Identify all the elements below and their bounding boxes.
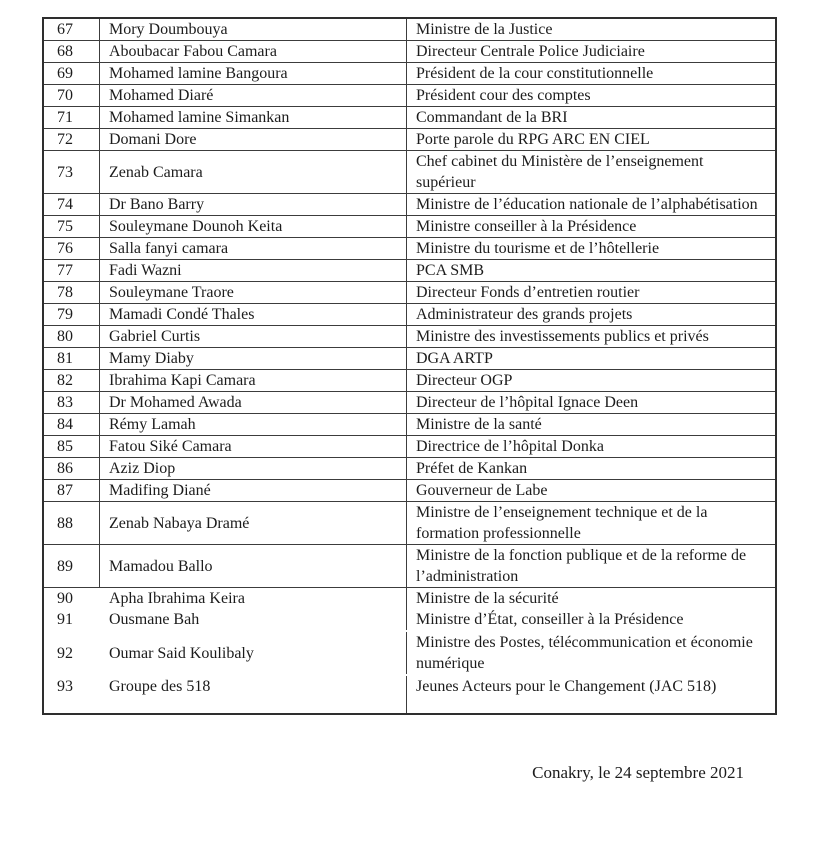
- row-number-cell: 93: [57, 678, 73, 695]
- row-number-cell: 92: [57, 644, 73, 662]
- name-cell: Mamadi Condé Thales: [99, 304, 406, 325]
- table-row: [44, 392, 775, 414]
- table-row: [44, 502, 775, 545]
- name-cell: Domani Dore: [99, 129, 406, 150]
- row-number-cell: 74: [57, 196, 73, 213]
- table-row: [44, 326, 775, 348]
- name-cell: Apha Ibrahima Keira: [109, 590, 245, 607]
- row-number-cell: 75: [57, 218, 73, 235]
- table-row: [44, 588, 775, 609]
- name-cell: Salla fanyi camara: [99, 238, 406, 259]
- name-cell: Mohamed Diaré: [99, 85, 406, 106]
- row-number-cell: 88: [57, 514, 73, 532]
- name-cell: Zenab Nabaya Dramé: [99, 502, 406, 544]
- row-number-cell: 67: [57, 21, 73, 38]
- name-cell: Mohamed lamine Bangoura: [99, 63, 406, 84]
- table-row: [44, 107, 775, 129]
- title-cell: DGA ARTP: [406, 348, 775, 369]
- title-cell: Ministre du tourisme et de l’hôtellerie: [406, 238, 775, 259]
- name-cell: Fadi Wazni: [99, 260, 406, 281]
- table-row: [44, 85, 775, 107]
- table-row: [44, 545, 775, 588]
- name-cell: Ibrahima Kapi Camara: [99, 370, 406, 391]
- title-cell: Président cour des comptes: [406, 85, 775, 106]
- row-number-cell: 86: [57, 460, 73, 477]
- title-cell: Gouverneur de Labe: [406, 480, 775, 501]
- name-cell: Ousmane Bah: [109, 611, 200, 628]
- name-cell: Mohamed lamine Simankan: [99, 107, 406, 128]
- row-number-cell: 78: [57, 284, 73, 301]
- name-cell: Dr Mohamed Awada: [99, 392, 406, 413]
- name-cell: Mamadou Ballo: [99, 545, 406, 587]
- title-cell: Ministre des investissements publics et privés: [406, 326, 775, 347]
- table-row: [44, 238, 775, 260]
- row-number-cell: 71: [57, 109, 73, 126]
- title-cell: Ministre de la santé: [406, 414, 775, 435]
- title-cell: Chef cabinet du Ministère de l’enseignement supérieur: [406, 151, 775, 193]
- title-cell: Président de la cour constitutionnelle: [406, 63, 775, 84]
- title-cell: Jeunes Acteurs pour le Changement (JAC 518): [406, 676, 775, 697]
- name-cell: Zenab Camara: [99, 151, 406, 193]
- table-row: [44, 632, 775, 674]
- row-number-cell: 79: [57, 306, 73, 323]
- name-cell: Groupe des 518: [109, 678, 211, 695]
- name-cell: Mory Doumbouya: [99, 19, 406, 40]
- title-cell: Ministre d’État, conseiller à la Présidence: [406, 609, 775, 630]
- title-cell: Directeur Fonds d’entretien routier: [406, 282, 775, 303]
- spacer-left: [44, 697, 406, 713]
- row-number-cell: 84: [57, 416, 73, 433]
- row-number-cell: 68: [57, 43, 73, 60]
- name-cell: Mamy Diaby: [99, 348, 406, 369]
- title-cell: Ministre de l’éducation nationale de l’alphabétisation: [406, 194, 775, 215]
- table-row: [44, 194, 775, 216]
- table-row: [44, 41, 775, 63]
- row-number-cell: 82: [57, 372, 73, 389]
- table-row: [44, 348, 775, 370]
- name-cell: Oumar Said Koulibaly: [109, 644, 254, 662]
- row-number-cell: 89: [57, 557, 73, 575]
- title-cell: Directeur de l’hôpital Ignace Deen: [406, 392, 775, 413]
- row-number-cell: 87: [57, 482, 73, 499]
- table-row: [44, 260, 775, 282]
- name-cell: Madifing Diané: [99, 480, 406, 501]
- table-row: [44, 480, 775, 502]
- row-number-cell: 90: [57, 590, 73, 607]
- row-number-cell: 72: [57, 131, 73, 148]
- title-cell: Commandant de la BRI: [406, 107, 775, 128]
- title-cell: Ministre des Postes, télécommunication et économie numérique: [406, 632, 775, 674]
- table-row: [44, 19, 775, 41]
- title-cell: Ministre de la fonction publique et de la reforme de l’administration: [406, 545, 775, 587]
- title-cell: Directeur Centrale Police Judiciaire: [406, 41, 775, 62]
- name-cell: Souleymane Dounoh Keita: [99, 216, 406, 237]
- title-cell: Administrateur des grands projets: [406, 304, 775, 325]
- title-cell: PCA SMB: [406, 260, 775, 281]
- title-cell: Préfet de Kankan: [406, 458, 775, 479]
- name-cell: Gabriel Curtis: [99, 326, 406, 347]
- row-number-cell: 73: [57, 163, 73, 181]
- row-number-cell: 85: [57, 438, 73, 455]
- name-cell: Fatou Siké Camara: [99, 436, 406, 457]
- table-row: [44, 436, 775, 458]
- title-cell: Ministre de l’enseignement technique et de la formation professionnelle: [406, 502, 775, 544]
- dateline: Conakry, le 24 septembre 2021: [532, 763, 744, 782]
- table-row: [44, 216, 775, 238]
- table-row: [44, 63, 775, 85]
- title-cell: Ministre de la Justice: [406, 19, 775, 40]
- row-number-cell: 77: [57, 262, 73, 279]
- name-cell: Souleymane Traore: [99, 282, 406, 303]
- table-row: [44, 609, 775, 630]
- table-row: [44, 304, 775, 326]
- row-number-cell: 76: [57, 240, 73, 257]
- table-row: [44, 676, 775, 697]
- row-number-cell: 83: [57, 394, 73, 411]
- table-row: [44, 414, 775, 436]
- row-number-cell: 69: [57, 65, 73, 82]
- table-row: [44, 458, 775, 480]
- name-cell: Aziz Diop: [99, 458, 406, 479]
- name-cell: Aboubacar Fabou Camara: [99, 41, 406, 62]
- table-row: [44, 370, 775, 392]
- officials-table: [42, 17, 777, 715]
- name-cell: Dr Bano Barry: [99, 194, 406, 215]
- row-number-cell: 91: [57, 611, 73, 628]
- table-row: [44, 129, 775, 151]
- title-cell: Directrice de l’hôpital Donka: [406, 436, 775, 457]
- table-row: [44, 151, 775, 194]
- title-cell: Ministre de la sécurité: [406, 588, 775, 609]
- table-bottom-spacer: [44, 697, 775, 713]
- name-cell: Rémy Lamah: [99, 414, 406, 435]
- title-cell: Porte parole du RPG ARC EN CIEL: [406, 129, 775, 150]
- title-cell: Ministre conseiller à la Présidence: [406, 216, 775, 237]
- row-number-cell: 81: [57, 350, 73, 367]
- table-main-rows: [44, 19, 775, 588]
- spacer-right: [406, 697, 775, 713]
- table-row: [44, 282, 775, 304]
- row-number-cell: 70: [57, 87, 73, 104]
- row-number-cell: 80: [57, 328, 73, 345]
- table-merged-block: [44, 588, 775, 697]
- title-cell: Directeur OGP: [406, 370, 775, 391]
